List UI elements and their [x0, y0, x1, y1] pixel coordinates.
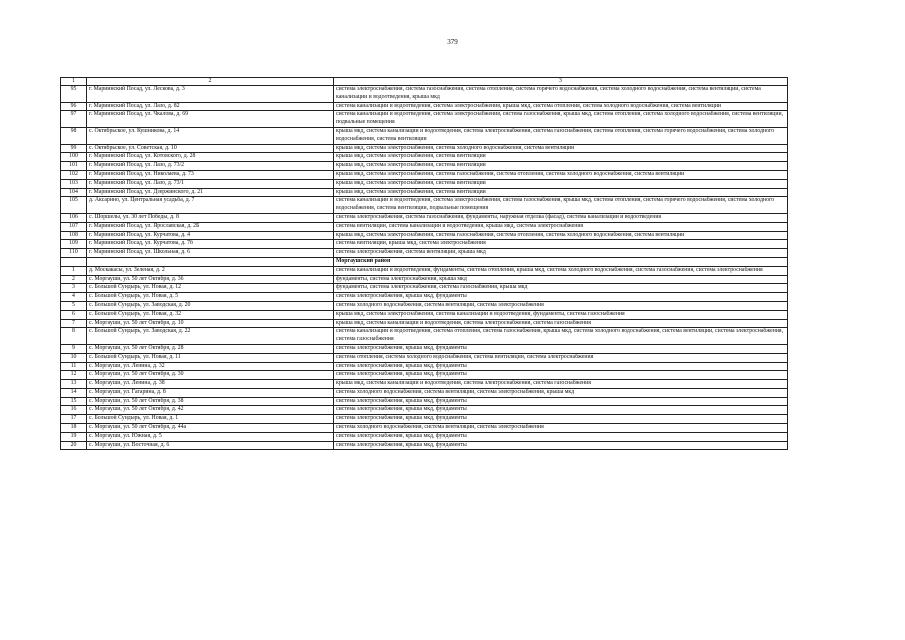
row-address: с. Большой Сундырь, ул. Заводская, д. 22 — [87, 328, 334, 345]
row-works: крыша мкд, система электроснабжения, система газоснабжения, система отопления, система холодного водоснабжения, система вентиляции — [334, 231, 788, 240]
row-works: крыша мкд, система электроснабжения, система вентиляции — [334, 162, 788, 171]
row-works: система электроснабжения, крыша мкд, фундаменты — [334, 415, 788, 424]
row-address: с. Большой Сундырь, ул. Новая, д. 11 — [87, 353, 334, 362]
row-number: 18 — [61, 424, 87, 433]
table-row — [61, 231, 788, 240]
row-works: крыша мкд, система электроснабжения, система вентиляции — [334, 179, 788, 188]
row-works: крыша мкд, система электроснабжения, система вентиляции — [334, 153, 788, 162]
row-works: крыша мкд, система электроснабжения, система канализации и водоотведения, фундаменты, система газоснабжения — [334, 310, 788, 319]
row-works: система электроснабжения, крыша мкд, фундаменты — [334, 397, 788, 406]
row-works: система вентиляции, система канализации и водоотведения, крыша мкд, система электроснабжения — [334, 222, 788, 231]
row-address: г. Мариинский Посад, ул. Николаева, д. 73 — [87, 170, 334, 179]
table-row — [61, 397, 788, 406]
section-empty-cell — [61, 257, 87, 266]
header-col-1: 1 — [61, 78, 87, 86]
row-number: 96 — [61, 102, 87, 111]
row-address: г. Мариинский Посад, ул. Ярославская, д. 2Б — [87, 222, 334, 231]
row-works: система электроснабжения, крыша мкд, фундаменты — [334, 371, 788, 380]
row-address: с. Моргауши, ул. 50 лет Октября, д. 10 — [87, 319, 334, 328]
row-number: 6 — [61, 310, 87, 319]
table-row — [61, 424, 788, 433]
row-number: 104 — [61, 188, 87, 197]
row-number: 97 — [61, 111, 87, 128]
row-number: 5 — [61, 301, 87, 310]
row-works: система канализации и водоотведения, фундаменты, система отопления, крыша мкд, система холодного водоснабжения, система газоснабжения, система электроснабжения — [334, 266, 788, 275]
header-col-3: 3 — [334, 78, 788, 86]
row-number: 107 — [61, 222, 87, 231]
row-number: 103 — [61, 179, 87, 188]
table-row — [61, 380, 788, 389]
row-address: с. Большой Сундырь, ул. Заводская, д. 20 — [87, 301, 334, 310]
row-address: г. Мариинский Посад, ул. Лазо, д. 82 — [87, 102, 334, 111]
row-number: 10 — [61, 353, 87, 362]
row-address: с. Моргауши, ул. 50 лет Октября, д. 30 — [87, 371, 334, 380]
row-number: 106 — [61, 213, 87, 222]
table-row — [61, 213, 788, 222]
table-row — [61, 415, 788, 424]
header-col-2: 2 — [87, 78, 334, 86]
row-number: 9 — [61, 344, 87, 353]
row-works: система канализации и водоотведения, система электроснабжения, крыша мкд, система отопления, система холодного водоснабжения, система вентиляции — [334, 102, 788, 111]
row-number: 110 — [61, 249, 87, 258]
table-row — [61, 127, 788, 144]
row-works: крыша мкд, система канализации и водоотведения, система электроснабжения, система газоснабжения, система отопления, система горячего водоснабжения, система холодного водоснабжения, система вентиляции — [334, 127, 788, 144]
row-address: г. Мариинский Посад, ул. Курчатова, д. 4 — [87, 231, 334, 240]
table-body — [61, 78, 788, 450]
table-row — [61, 197, 788, 214]
row-works: система электроснабжения, крыша мкд, фундаменты — [334, 362, 788, 371]
row-address: с. Моргауши, ул. Гагарина, д. 8 — [87, 388, 334, 397]
table-row — [61, 275, 788, 284]
row-number: 100 — [61, 153, 87, 162]
table-row — [61, 310, 788, 319]
row-number: 17 — [61, 415, 87, 424]
row-address: г. Мариинский Посад, ул. Дзержинского, д. 21 — [87, 188, 334, 197]
row-works: система холодного водоснабжения, система вентиляции, система электроснабжения — [334, 301, 788, 310]
table-row — [61, 266, 788, 275]
row-number: 13 — [61, 380, 87, 389]
row-address: г. Мариинский Посад, ул. Школьная, д. 6 — [87, 249, 334, 258]
row-works: крыша мкд, система электроснабжения, система вентиляции — [334, 188, 788, 197]
row-works: система канализации и водоотведения, система электроснабжения, система газоснабжения, крыша мкд, система отопления, система горячего водоснабжения, система холодного водоснабжения, система вентиляции, подвальные помещения — [334, 197, 788, 214]
row-address: с. Октябрьское, ул. Кушникова, д. 14 — [87, 127, 334, 144]
row-number: 4 — [61, 293, 87, 302]
row-address: д. Аксарино, ул. Центральная усадьба, д. 7 — [87, 197, 334, 214]
row-address: с. Большой Сундырь, ул. Новая, д. 12 — [87, 284, 334, 293]
row-number: 101 — [61, 162, 87, 171]
table-row — [61, 293, 788, 302]
row-works: система электроснабжения, крыша мкд, фундаменты — [334, 344, 788, 353]
row-works: система холодного водоснабжения, система вентиляции, система электроснабжения, крыша мкд — [334, 388, 788, 397]
row-number: 99 — [61, 144, 87, 153]
table-row — [61, 319, 788, 328]
row-address: с. Моргауши, ул. 50 лет Октября, д. 36 — [87, 275, 334, 284]
row-works: система электроснабжения, система газоснабжения, система отопления, система горячего водоснабжения, система холодного водоснабжения, система вентиляции, система канализации и водоотведения, крыша мкд — [334, 86, 788, 103]
row-address: с. Большой Сундырь, ул. Новая, д. 32 — [87, 310, 334, 319]
row-number: 3 — [61, 284, 87, 293]
row-address: с. Большой Сундырь, ул. Новая, д. 5 — [87, 293, 334, 302]
row-works: система вентиляции, крыша мкд, система электроснабжения — [334, 240, 788, 249]
table-row — [61, 179, 788, 188]
table-row — [61, 344, 788, 353]
row-number: 95 — [61, 86, 87, 103]
row-address: г. Мариинский Посад, ул. Котовского, д. 28 — [87, 153, 334, 162]
table-row — [61, 249, 788, 258]
row-number: 16 — [61, 406, 87, 415]
row-works: система электроснабжения, крыша мкд, фундаменты — [334, 406, 788, 415]
row-works: фундаменты, система электроснабжения, система газоснабжения, крыша мкд — [334, 284, 788, 293]
row-number: 7 — [61, 319, 87, 328]
row-works: фундаменты, система электроснабжения, крыша мкд — [334, 275, 788, 284]
row-works: система электроснабжения, крыша мкд, фундаменты — [334, 441, 788, 450]
table-row — [61, 162, 788, 171]
row-number: 105 — [61, 197, 87, 214]
section-title: Моргаушский район — [334, 257, 788, 266]
row-number: 14 — [61, 388, 87, 397]
table-row — [61, 328, 788, 345]
row-works: система электроснабжения, система вентиляции, крыша мкд — [334, 249, 788, 258]
row-number: 2 — [61, 275, 87, 284]
table-row — [61, 153, 788, 162]
row-address: с. Моргауши, ул. Восточная, д. 6 — [87, 441, 334, 450]
table-header-row — [61, 78, 788, 86]
row-works: система электроснабжения, крыша мкд, фундаменты — [334, 432, 788, 441]
row-address: с. Моргауши, ул. Ленина, д. 32 — [87, 362, 334, 371]
row-address: с. Октябрьское, ул. Советская, д. 10 — [87, 144, 334, 153]
row-works: система отопления, система холодного водоснабжения, система вентиляции, система электроснабжения — [334, 353, 788, 362]
row-number: 102 — [61, 170, 87, 179]
row-address: с. Моргауши, ул. 50 лет Октября, д. 44а — [87, 424, 334, 433]
row-works: система электроснабжения, система газоснабжения, фундаменты, наружная отделка (фасад), система канализации и водоотведения — [334, 213, 788, 222]
row-address: с. Моргауши, ул. 50 лет Октября, д. 38 — [87, 397, 334, 406]
row-number: 98 — [61, 127, 87, 144]
row-address: г. Мариинский Посад, ул. Лазо, д. 73/1 — [87, 179, 334, 188]
table-row — [61, 406, 788, 415]
table-row — [61, 362, 788, 371]
table-row — [61, 144, 788, 153]
row-works: крыша мкд, система канализации и водоотведения, система электроснабжения, система газоснабжения — [334, 380, 788, 389]
table-row — [61, 102, 788, 111]
row-number: 108 — [61, 231, 87, 240]
table-row — [61, 371, 788, 380]
row-works: крыша мкд, система канализации и водоотведения, система электроснабжения, система газоснабжения — [334, 319, 788, 328]
table-row — [61, 432, 788, 441]
row-address: с. Моргауши, ул. Южная, д. 5 — [87, 432, 334, 441]
row-number: 109 — [61, 240, 87, 249]
row-works: система канализации и водоотведения, система электроснабжения, система газоснабжения, крыша мкд, система отопления, система холодного водоснабжения, система вентиляции, подвальные помещения — [334, 111, 788, 128]
table-row — [61, 284, 788, 293]
table-row — [61, 188, 788, 197]
row-address: г. Мариинский Посад, ул. Лескова, д. 3 — [87, 86, 334, 103]
row-address: г. Мариинский Посад, ул. Чкалова, д. 69 — [87, 111, 334, 128]
section-row — [61, 257, 788, 266]
row-works: крыша мкд, система электроснабжения, система газоснабжения, система отопления, система холодного водоснабжения, система вентиляции — [334, 170, 788, 179]
row-address: с. Большой Сундырь, ул. Новая, д. 1 — [87, 415, 334, 424]
row-address: г. Мариинский Посад, ул. Курчатова, д. 7б — [87, 240, 334, 249]
row-number: 12 — [61, 371, 87, 380]
row-address: с. Моргауши, ул. Ленина, д. 38 — [87, 380, 334, 389]
work-table — [60, 77, 788, 450]
row-address: д. Москакасы, ул. Зеленая, д. 2 — [87, 266, 334, 275]
row-number: 20 — [61, 441, 87, 450]
row-address: г. Мариинский Посад, ул. Лазо, д. 73/2 — [87, 162, 334, 171]
table-row — [61, 301, 788, 310]
row-number: 1 — [61, 266, 87, 275]
row-number: 11 — [61, 362, 87, 371]
section-empty-cell — [87, 257, 334, 266]
table-row — [61, 388, 788, 397]
row-address: с. Моргауши, ул. 50 лет Октября, д. 28 — [87, 344, 334, 353]
row-works: система электроснабжения, крыша мкд, фундаменты — [334, 293, 788, 302]
row-number: 19 — [61, 432, 87, 441]
row-number: 8 — [61, 328, 87, 345]
row-works: крыша мкд, система электроснабжения, система холодного водоснабжения, система вентиляции — [334, 144, 788, 153]
table-row — [61, 170, 788, 179]
row-address: с. Моргауши, ул. 50 лет Октября, д. 42 — [87, 406, 334, 415]
table-row — [61, 86, 788, 103]
table-row — [61, 353, 788, 362]
table-row — [61, 111, 788, 128]
row-number: 15 — [61, 397, 87, 406]
table-row — [61, 441, 788, 450]
page-number: 379 — [447, 38, 458, 46]
table-row — [61, 222, 788, 231]
row-works: система холодного водоснабжения, система вентиляции, система электроснабжения — [334, 424, 788, 433]
table-row — [61, 240, 788, 249]
row-works: система канализации и водоотведения, система отопления, система газоснабжения, крыша мкд, система холодного водоснабжения, система вентиляции, система электроснабжения, система газоснабжения — [334, 328, 788, 345]
row-address: с. Шоршелы, ул. 30 лет Победы, д. 8 — [87, 213, 334, 222]
